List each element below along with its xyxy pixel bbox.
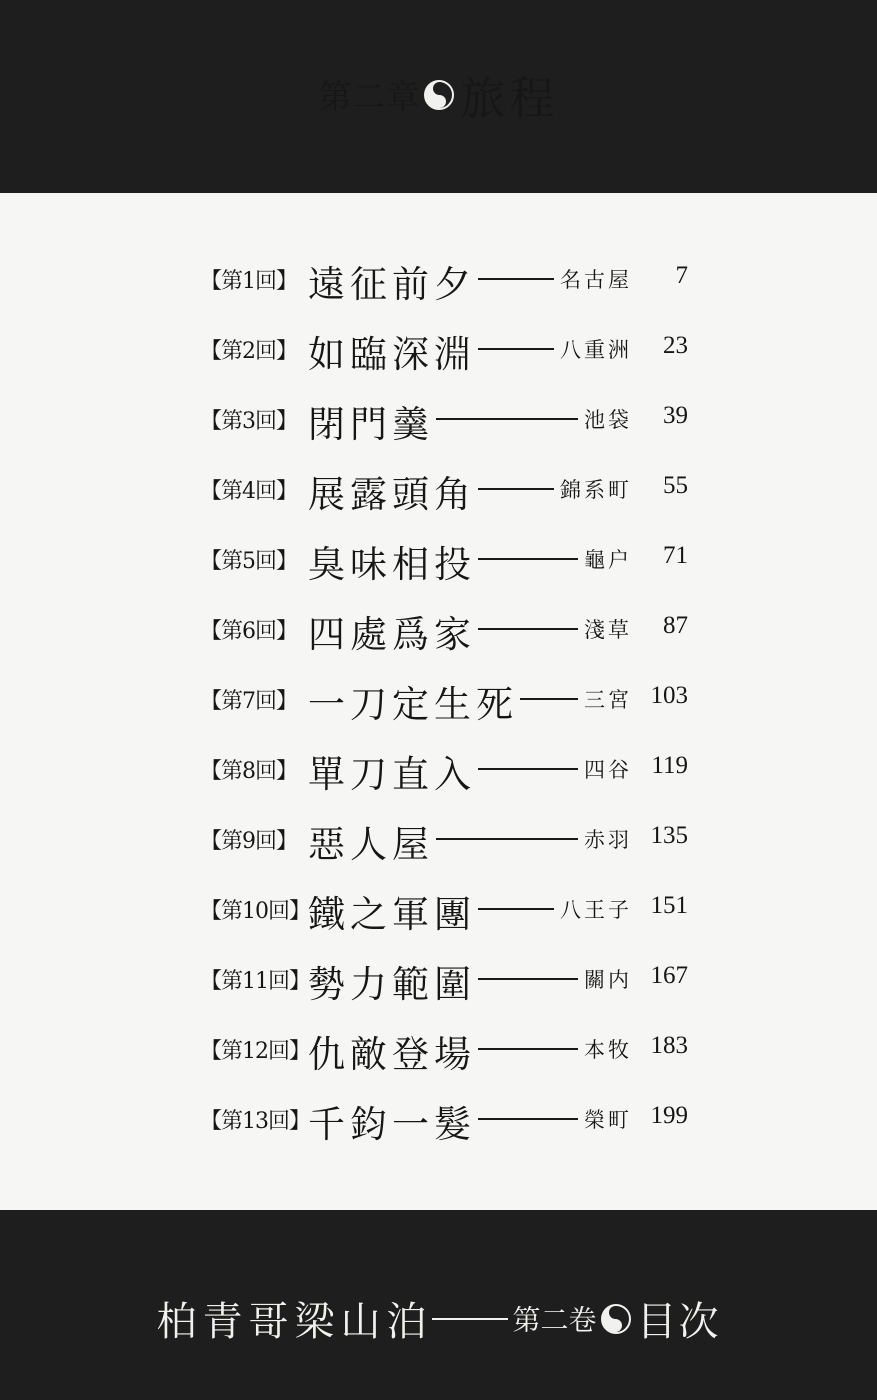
toc-row bbox=[200, 878, 700, 948]
episode-page: 71 bbox=[663, 542, 688, 569]
episode-page: 183 bbox=[650, 1032, 688, 1059]
episode-title: 惡人屋 bbox=[308, 823, 434, 866]
episode-label: 【第12回】 bbox=[200, 1039, 310, 1064]
toc-row bbox=[200, 1088, 700, 1158]
episode-page: 7 bbox=[675, 262, 688, 289]
episode-title: 單刀直入 bbox=[308, 753, 476, 796]
toc-row bbox=[200, 1018, 700, 1088]
leader-dash bbox=[436, 418, 578, 420]
episode-place: 池袋 bbox=[584, 408, 632, 432]
episode-title: 遠征前夕 bbox=[308, 263, 476, 306]
table-of-contents bbox=[200, 248, 700, 1158]
toc-row bbox=[200, 388, 700, 458]
episode-place: 龜户 bbox=[584, 548, 632, 572]
episode-title: 閉門羹 bbox=[308, 403, 434, 446]
episode-page: 87 bbox=[663, 612, 688, 639]
episode-title: 如臨深淵 bbox=[308, 333, 476, 376]
episode-title: 四處爲家 bbox=[308, 613, 476, 656]
leader-dash bbox=[520, 698, 578, 700]
toc-label: 目次 bbox=[636, 1299, 721, 1345]
episode-place: 關内 bbox=[584, 968, 632, 992]
episode-label: 【第8回】 bbox=[200, 759, 297, 784]
leader-dash bbox=[478, 1118, 578, 1120]
episode-page: 23 bbox=[663, 332, 688, 359]
toc-row bbox=[200, 598, 700, 668]
volume-label: 第二卷 bbox=[512, 1303, 597, 1337]
toc-row bbox=[200, 458, 700, 528]
leader-dash bbox=[478, 908, 554, 910]
toc-row bbox=[200, 808, 700, 878]
chapter-number: 第二章 bbox=[318, 77, 421, 116]
episode-title: 鐵之軍團 bbox=[308, 893, 476, 936]
episode-place: 八王子 bbox=[560, 898, 632, 922]
episode-place: 本牧 bbox=[584, 1038, 632, 1062]
episode-label: 【第1回】 bbox=[200, 269, 297, 294]
book-name: 柏青哥梁山泊 bbox=[156, 1299, 433, 1345]
leader-dash bbox=[478, 1048, 578, 1050]
episode-label: 【第7回】 bbox=[200, 689, 297, 714]
yin-yang-icon bbox=[424, 80, 454, 110]
leader-dash bbox=[478, 348, 554, 350]
chapter-heading bbox=[0, 62, 877, 127]
leader-dash bbox=[478, 488, 554, 490]
episode-title: 千鈞一髮 bbox=[308, 1103, 476, 1146]
episode-place: 名古屋 bbox=[560, 268, 632, 292]
episode-label: 【第9回】 bbox=[200, 829, 297, 854]
episode-page: 55 bbox=[663, 472, 688, 499]
episode-place: 淺草 bbox=[584, 618, 632, 642]
episode-title: 一刀定生死 bbox=[308, 683, 518, 726]
episode-place: 錦系町 bbox=[560, 478, 632, 502]
episode-place: 八重洲 bbox=[560, 338, 632, 362]
episode-page: 167 bbox=[650, 962, 688, 989]
episode-label: 【第4回】 bbox=[200, 479, 297, 504]
episode-label: 【第2回】 bbox=[200, 339, 297, 364]
episode-label: 【第10回】 bbox=[200, 899, 310, 924]
episode-label: 【第13回】 bbox=[200, 1109, 310, 1134]
toc-row bbox=[200, 248, 700, 318]
yin-yang-icon bbox=[601, 1304, 631, 1334]
episode-title: 臭味相投 bbox=[308, 543, 476, 586]
episode-label: 【第11回】 bbox=[200, 969, 310, 994]
episode-label: 【第5回】 bbox=[200, 549, 297, 574]
toc-row bbox=[200, 668, 700, 738]
episode-title: 展露頭角 bbox=[308, 473, 476, 516]
toc-row bbox=[200, 528, 700, 598]
book-title bbox=[0, 1290, 877, 1347]
toc-row bbox=[200, 948, 700, 1018]
episode-place: 四谷 bbox=[584, 758, 632, 782]
chapter-title: 旅程 bbox=[460, 72, 559, 125]
leader-dash bbox=[436, 838, 578, 840]
episode-page: 199 bbox=[650, 1102, 688, 1129]
episode-title: 仇敵登場 bbox=[308, 1033, 476, 1076]
episode-label: 【第3回】 bbox=[200, 409, 297, 434]
leader-dash bbox=[478, 978, 578, 980]
episode-place: 三宮 bbox=[584, 688, 632, 712]
episode-page: 119 bbox=[651, 752, 688, 779]
toc-row bbox=[200, 318, 700, 388]
episode-page: 39 bbox=[663, 402, 688, 429]
episode-page: 135 bbox=[650, 822, 688, 849]
title-dash bbox=[432, 1318, 508, 1320]
episode-page: 103 bbox=[650, 682, 688, 709]
leader-dash bbox=[478, 558, 578, 560]
episode-page: 151 bbox=[650, 892, 688, 919]
episode-title: 勢力範圍 bbox=[308, 963, 476, 1006]
episode-place: 赤羽 bbox=[584, 828, 632, 852]
episode-label: 【第6回】 bbox=[200, 619, 297, 644]
leader-dash bbox=[478, 278, 554, 280]
episode-place: 榮町 bbox=[584, 1108, 632, 1132]
leader-dash bbox=[478, 628, 578, 630]
toc-row bbox=[200, 738, 700, 808]
leader-dash bbox=[478, 768, 578, 770]
